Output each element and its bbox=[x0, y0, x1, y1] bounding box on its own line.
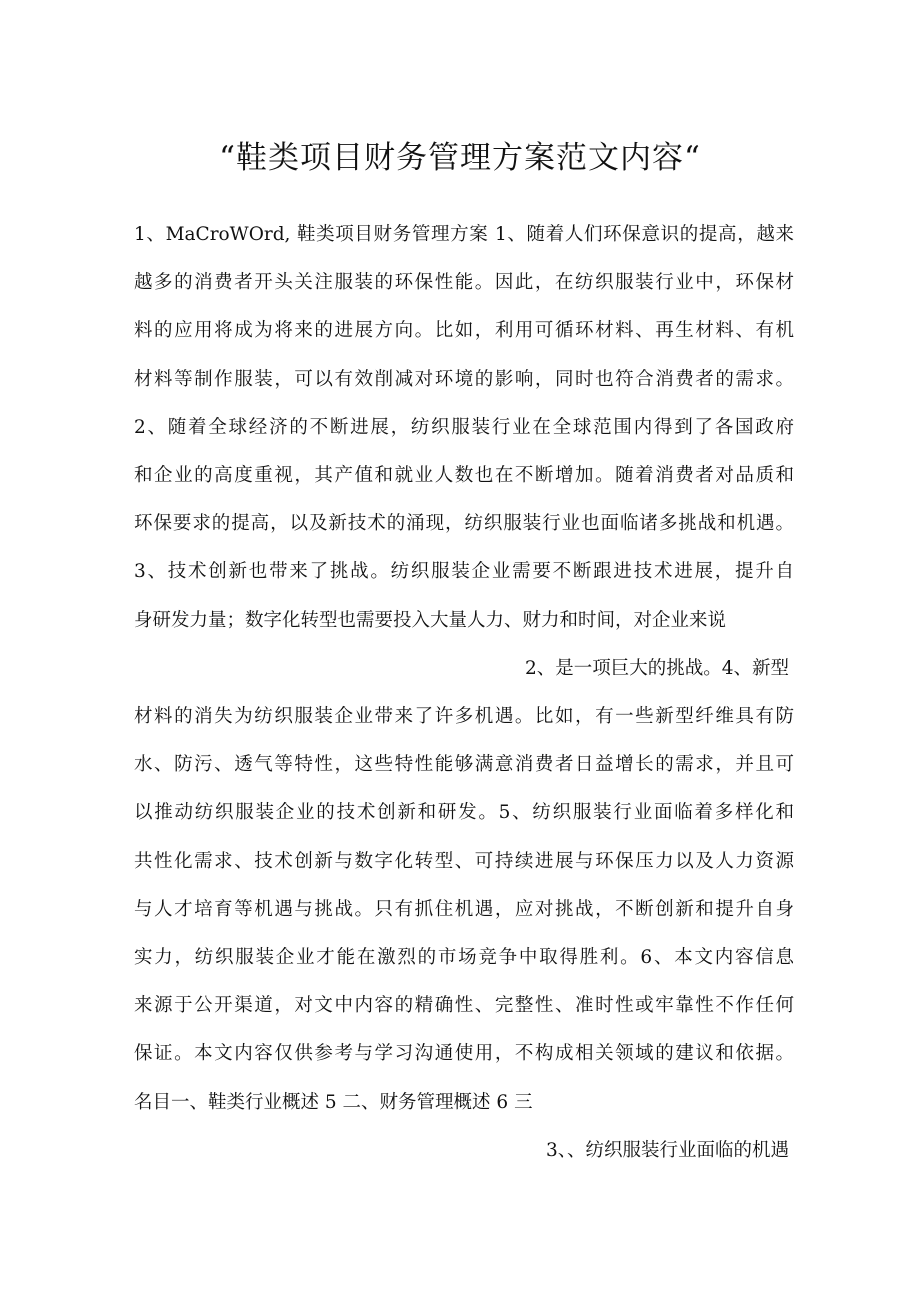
document-title: “鞋类项目财务管理方案范文内容“ bbox=[219, 140, 701, 176]
body-line-19: 名目一、鞋类行业概述 5 二、财务管理概述 6 三 bbox=[134, 1092, 533, 1113]
body-line-2: 越多的消费者开头关注服装的环保性能。因此，在纺织服装行业中，环保材 bbox=[134, 272, 794, 293]
body-line-12: 水、防污、透气等特性，这些特性能够满意消费者日益增长的需求，并且可 bbox=[134, 754, 794, 775]
body-line-17: 来源于公开渠道，对文中内容的精确性、完整性、准时性或牢靠性不作任何 bbox=[134, 995, 794, 1016]
body-line-13: 以推动纺织服装企业的技术创新和研发。5、纺织服装行业面临着多样化和 bbox=[134, 802, 794, 823]
body-line-11: 材料的消失为纺织服装企业带来了许多机遇。比如，有一些新型纤维具有防 bbox=[134, 706, 794, 727]
body-line-15: 与人才培育等机遇与挑战。只有抓住机遇，应对挑战，不断创新和提升自身 bbox=[134, 899, 794, 920]
body-line-9: 身研发力量；数字化转型也需要投入大量人力、财力和时间，对企业来说 bbox=[134, 610, 727, 631]
body-line-5: 2、随着全球经济的不断进展，纺织服装行业在全球范围内得到了各国政府 bbox=[134, 417, 794, 438]
body-line-6: 和企业的高度重视，其产值和就业人数也在不断增加。随着消费者对品质和 bbox=[134, 465, 794, 486]
body-line-3: 料的应用将成为将来的进展方向。比如，利用可循环材料、再生材料、有机 bbox=[134, 320, 794, 341]
body-line-7: 环保要求的提高，以及新技术的涌现，纺织服装行业也面临诸多挑战和机遇。 bbox=[134, 513, 794, 534]
body-line-8: 3、技术创新也带来了挑战。纺织服装企业需要不断跟进技术进展，提升自 bbox=[134, 561, 794, 582]
body-line-1: 1、MaCroWOrd, 鞋类项目财务管理方案 1、随着人们环保意识的提高，越来 bbox=[134, 224, 794, 245]
body-line-20: 3、、纺织服装行业面临的机遇 bbox=[545, 1140, 789, 1161]
body-line-4: 材料等制作服装，可以有效削减对环境的影响，同时也符合消费者的需求。 bbox=[134, 369, 794, 390]
body-line-18: 保证。本文内容仅供参考与学习沟通使用，不构成相关领域的建议和依据。 bbox=[134, 1043, 794, 1064]
body-line-10: 2、是一项巨大的挑战。4、新型 bbox=[524, 658, 789, 679]
body-line-16: 实力，纺织服装企业才能在激烈的市场竞争中取得胜利。6、本文内容信息 bbox=[134, 947, 794, 968]
body-line-14: 共性化需求、技术创新与数字化转型、可持续进展与环保压力以及人力资源 bbox=[134, 851, 794, 872]
